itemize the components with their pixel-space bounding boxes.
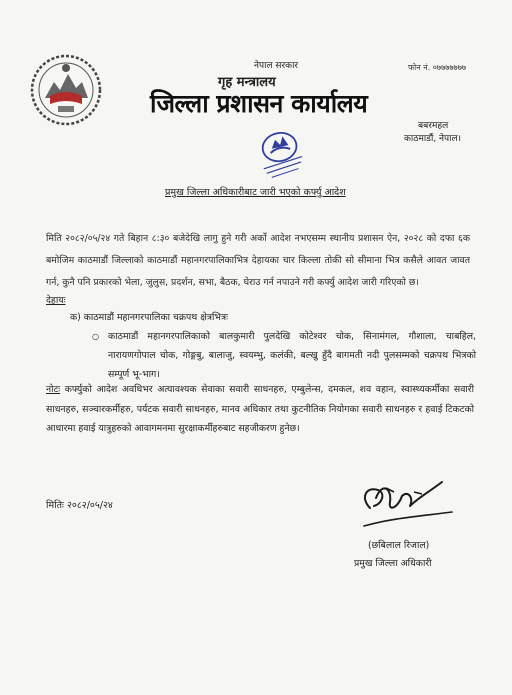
government-name: नेपाल सरकार	[254, 61, 299, 71]
subject-line: प्रमुख जिल्ला अधिकारीबाट जारी भएको कर्फ्यु आदेश	[165, 187, 346, 198]
area-item-text: काठमाडौं महानगरपालिकाको बालकुमारी पुलदेखि कोटेश्वर चोक, सिनामंगल, गौशाला, चाबहिल, नारायणगोपाल चोक, गोङ्गबु, बालाजु, स्वयम्भु, कलंकी, बल्खु हुँदै बागमती नदी पुलसम्मको चक्रपथ भित्रको सम्पूर्ण भू-भाग।	[108, 331, 476, 380]
address-line-1: बबरमहल	[418, 121, 449, 131]
phone-number: फोन नं. ०७७७७७७७	[408, 63, 467, 72]
nepal-emblem-icon	[28, 52, 104, 128]
signature-icon	[352, 468, 460, 534]
address-line-2: काठमाडौं, नेपाल।	[404, 134, 462, 144]
ministry-name: गृह मन्त्रालय	[218, 75, 276, 90]
office-title: जिल्ला प्रशासन कार्यालय	[150, 89, 368, 118]
note-text: कर्फ्युको आदेश अवधिभर अत्यावश्यक सेवाका सवारी साधनहरु, एम्बुलेन्स, दमकल, शव वहान, स्वास्थ्यकर्मीका सवारी साधनहरु, सञ्चारकर्मीहरु, पर्यटक सवारी साधनहरु, मानव अधिकार तथा कुटनीतिक नियोगका सवारी साधनहरु र हवाई टिकटको आधारमा हवाई यात्रुहरुको आवागमनमा सुरक्षाकर्मीहरुबाट सहजीकरण हुनेछ।	[46, 384, 474, 434]
note-label: नोटः	[46, 384, 61, 395]
area-item-label: क) काठमाडौं महानगरपालिका चक्रपथ क्षेत्रभित्रः	[70, 312, 228, 323]
issue-date: मितिः २०८२/०५/२४	[46, 500, 113, 511]
signatory-title: प्रमुख जिल्ला अधिकारी	[354, 558, 432, 569]
order-body-paragraph: मिति २०८२/०५/२४ गते बिहान ८:३० बजेदेखि लागु हुने गरी अर्को आदेश नभएसम्म स्थानीय प्रशासन ऐन, २०२८ को दफा ६क बमोजिम काठमाडौं जिल्लाको काठमाडौं महानगरपालिकाभित्र देहायका चार किल्ला तोकी सो सीमाना भित्र कसैले आवत जावत गर्न, कुनै पनि प्रकारको भेला, जुलुस, प्रदर्शन, सभा, बैठक, घेराउ गर्न नपाउने गरी कर्फ्यु आदेश जारी गरिएको छ।	[46, 233, 470, 288]
office-stamp-icon	[248, 117, 312, 181]
signatory-name: (छबिलाल रिजाल)	[368, 540, 430, 551]
note-paragraph	[46, 380, 474, 439]
areas-heading: देहायः	[46, 295, 66, 306]
bullet-icon: ○	[92, 332, 99, 341]
